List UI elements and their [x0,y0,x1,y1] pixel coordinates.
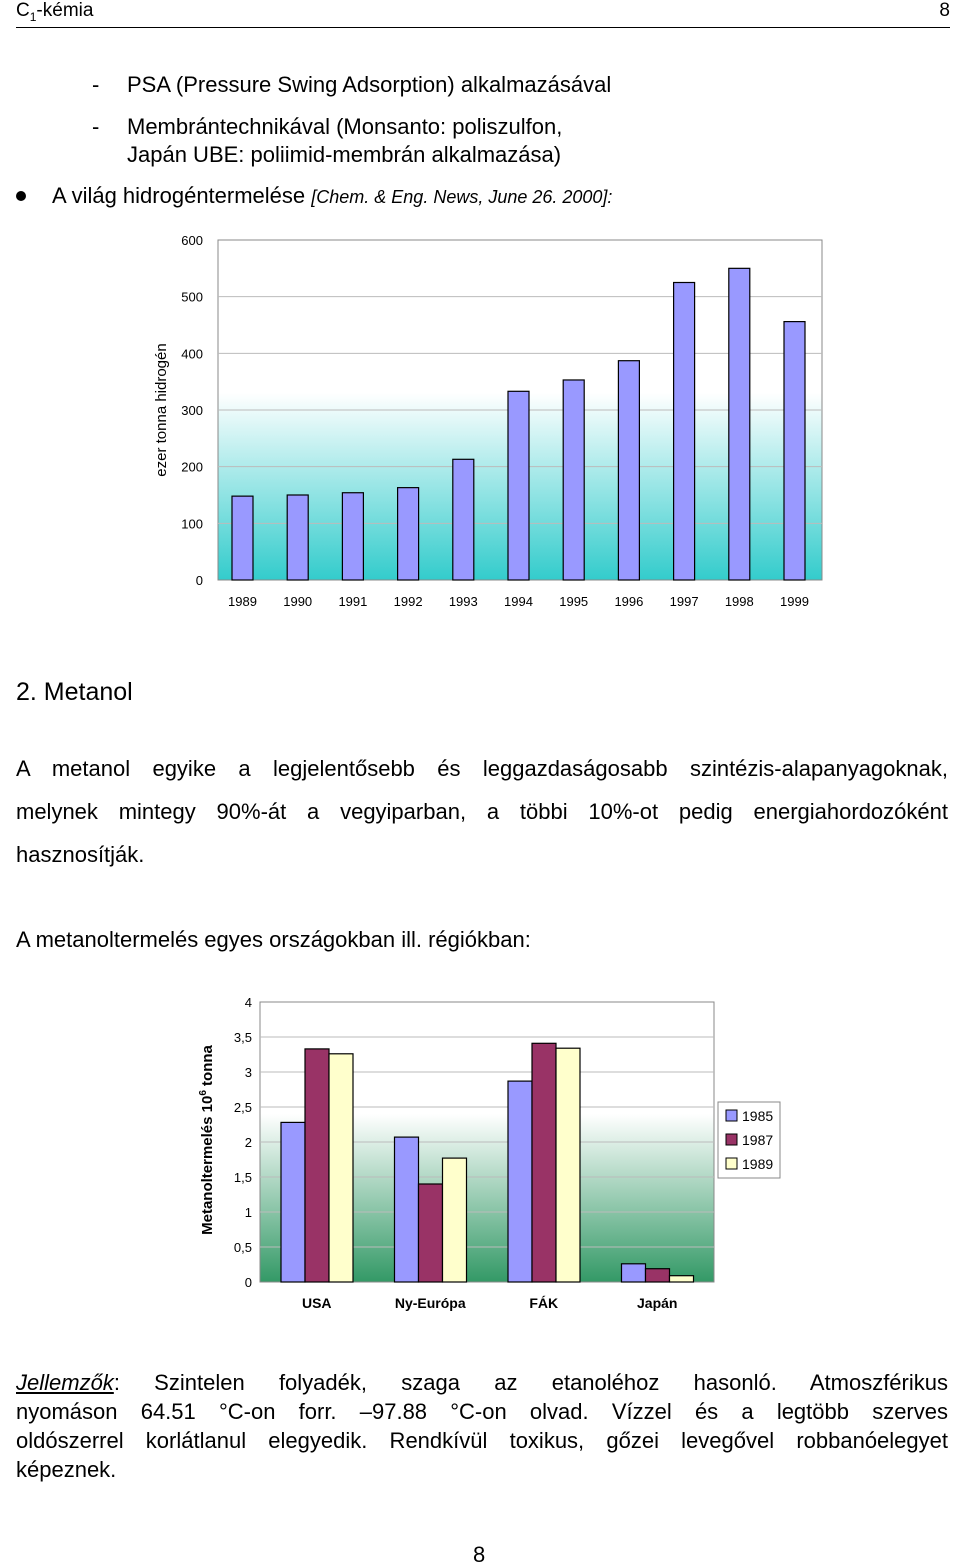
footer-page-number: 8 [473,1542,486,1567]
methanol-production-chart [190,985,790,1325]
bar [646,1269,670,1282]
x-tick-label: 1999 [780,594,809,609]
x-tick-label: 1997 [669,594,699,609]
list-dash: - [92,72,100,97]
y-tick-label: 3,5 [233,1030,252,1045]
x-tick-label: 1995 [559,594,589,609]
bar [453,459,474,580]
bar [232,496,253,580]
page-header [16,0,950,28]
legend-swatch [726,1134,737,1145]
header-page-number: 8 [939,0,950,21]
properties-line: Jellemzők: Szintelen folyadék, szaga az etanoléhoz hasonló. Atmoszférikus [16,1370,948,1395]
list-item: PSA (Pressure Swing Adsorption) alkalmazásával [127,72,612,97]
hydrogen-production-chart [140,225,840,625]
bar [556,1048,580,1282]
legend-label: 1987 [742,1132,774,1148]
bar [670,1276,694,1282]
list-item: Membrántechnikával (Monsanto: poliszulfon, [127,114,563,139]
bar [281,1122,305,1282]
section-heading: 2. Metanol [16,678,133,706]
legend-label: 1989 [742,1156,774,1172]
x-tick-label: 1991 [338,594,368,609]
y-tick-label: 2,5 [233,1100,252,1115]
y-axis-label: ezer tonna hidrogén [153,343,170,477]
bar [342,493,363,580]
y-axis-label: Metanoltermelés $10^6$ tonna [198,1045,216,1235]
x-tick-label: 1998 [724,594,754,609]
bar [398,488,419,580]
legend-swatch [726,1158,737,1169]
bullet-text: A világ hidrogéntermelése [Chem. & Eng. News, June 26. 2000]: [52,183,613,208]
bar [532,1043,556,1282]
bar [419,1184,443,1282]
bar [305,1049,329,1282]
y-tick-label: 0,5 [233,1240,252,1255]
legend [718,1102,780,1178]
y-tick-label: 500 [181,289,203,305]
x-tick-label: Ny-Európa [394,1295,466,1311]
y-tick-label: 0 [244,1275,252,1290]
header-title: $C_1$-kémia [16,0,94,24]
bullet-icon [16,191,26,201]
y-tick-label: 4 [244,995,252,1010]
properties-line: nyomáson 64.51 °C-on forr. –97.88 °C-on olvad. Vízzel és a legtöbb szerves [16,1399,948,1424]
y-tick-label: 300 [181,403,203,418]
x-tick-label: USA [301,1295,332,1311]
bar [287,495,308,580]
x-tick-label: 1994 [504,594,533,609]
paragraph-line: melynek mintegy 90%-át a vegyiparban, a többi 10%-ot pedig energiahordozóként [16,799,948,824]
y-tick-label: 0 [195,573,203,588]
list-dash: - [92,114,100,139]
x-tick-label: FÁK [529,1295,559,1311]
x-tick-label: 1992 [393,594,423,609]
y-tick-label: 200 [181,459,203,475]
legend-swatch [726,1110,737,1121]
x-tick-label: Japán [637,1295,678,1311]
bar [395,1137,419,1282]
bar [508,391,529,580]
y-tick-label: 400 [181,346,203,362]
paragraph-intro: A metanoltermelés egyes országokban ill. régiókban: [16,927,531,952]
properties-line: oldószerrel korlátlanul elegyedik. Rendkívül toxikus, gőzei levegővel robbanóelegyet [16,1428,948,1453]
bar [508,1081,532,1282]
bar [674,283,695,581]
citation: [Chem. & Eng. News, June 26. 2000]: [311,187,613,207]
bar [622,1264,646,1282]
bar [329,1054,353,1282]
legend-label: 1985 [742,1108,774,1124]
y-tick-label: 3 [244,1065,252,1080]
bar [443,1158,467,1282]
paragraph-line: A metanol egyike a legjelentősebb és leggazdaságosabb szintézis-alapanyagoknak, [16,756,948,781]
x-tick-label: 1996 [614,594,644,609]
x-tick-label: 1993 [448,594,478,609]
y-tick-label: 100 [181,516,203,532]
properties-label: Jellemzők [16,1370,114,1395]
y-tick-label: 1 [244,1205,252,1220]
y-tick-label: 2 [244,1135,252,1150]
bar [784,322,805,580]
list-item-continuation: Japán UBE: poliimid-membrán alkalmazása) [127,142,562,167]
bar [563,380,584,580]
x-tick-label: 1990 [283,594,313,609]
y-tick-label: 600 [181,233,203,248]
x-tick-label: 1989 [228,594,257,609]
bar [618,361,639,580]
y-tick-label: 1,5 [233,1170,252,1185]
bar [729,268,750,580]
properties-line: képeznek. [16,1457,117,1482]
paragraph-line: hasznosítják. [16,842,145,867]
